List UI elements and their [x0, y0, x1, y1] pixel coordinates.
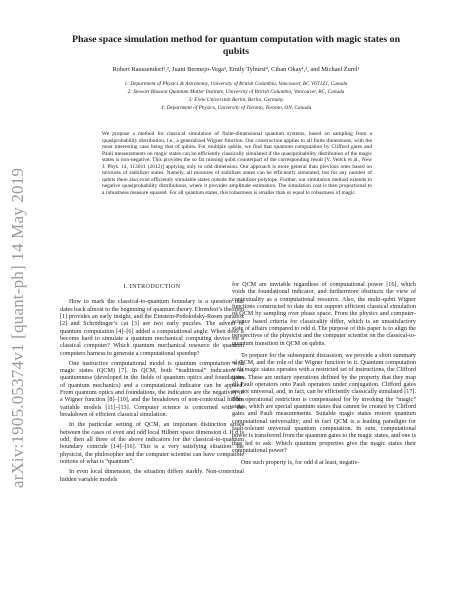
affiliation-list: [48, 80, 424, 112]
arxiv-sidebar-stamp: [4, 148, 32, 508]
affiliation-item: 2: Stewart Blusson Quantum Matter Institute, University of British Columbia, Vancouver, BC, Canada: [127, 89, 345, 96]
arxiv-identifier: arXiv:1905.05374v1 [quant-ph] 14 May 2019: [8, 167, 28, 489]
body-paragraph: In the particular setting of QCM, an important distinction arises between the cases of even and odd local Hilbert space dimension d. If d is odd, then all three of the above indicators for the classical-to-quantum boundary coincide [14]–[16]. This is a very satisfying situation: the physicist, the philosopher and the computer scientist can have compatible notions of what is “quantum”.: [60, 422, 244, 465]
body-paragraph: One instructive computational model is quantum computation with magic states (QCM) [7]. In QCM, both “traditional” indicators of quantumness (developed in the fields of quantum optics and foundations of quantum mechanics) and a computational indicator can be applied. From quantum optics and foundations, the indicators are the negativity of a Wigner function [8]–[10], and the breakdown of non-contextual hidden variable models [11]–[13]. Computer science is concerned with the breakdown of efficient classical simulation.: [60, 360, 244, 418]
author-list: Robert Raussendorf¹,², Juani Bermejo-Vega³, Emily Tyhurst⁴, Cihan Okay¹,², and Michael Zurel¹: [112, 66, 360, 73]
body-paragraph: In even local dimension, the situation differs starkly. Non-contextual hidden variable models: [60, 469, 244, 483]
body-paragraph: for QCM are unviable regardless of computational power [16], which voids the foundational indicator, and furthermore obstructs the view of contextuality as a computational resource. Also, the multi-qubit Wigner functions constructed to date do not support efficient classical simulation of QCM by sampling over phase space. From the physics and computer-science based criteria for classicality differ, which is an unsatisfactory state of affairs compared to odd d. The purpose of this paper is to align the perspectives of the physicist and the computer scientist on the classical-to-quantum transition in QCM on qubits.: [232, 282, 416, 347]
body-paragraph: To prepare for the subsequent discussion, we provide a short summary of QCM, and the role of the Wigner function in it. Quantum computation with magic states operates with a restricted set of instructions, the Clifford gates. These are unitary operations defined by the property that they map all Pauli operators onto Pauli operators under conjugation. Clifford gates are not universal, and, in fact, can be efficiently classically simulated [17]. This operational restriction is compensated for by invoking the “magic” states, which are special quantum states that cannot be created by Clifford gates and Pauli measurements. Suitable magic states restore quantum computational universality; and in fact QCM is a leading paradigm for fault-tolerant universal quantum computation. In sum, computational power is transferred from the quantum gates to the magic states, and one is thus led to ask: Which quantum properties give the magic states their computational power?: [232, 352, 416, 454]
left-column: [60, 282, 244, 487]
body-paragraph: One such property is, for odd d at least, negativ-: [241, 460, 360, 467]
paper-title: Phase space simulation method for quantum computation with magic states on qubits: [71, 34, 401, 57]
abstract: We propose a method for classical simulation of finite-dimensional quantum systems, based on sampling from a quasiprobability distribution, i.e., a generalized Wigner function. Our construction applies to all finite dimensions, with the most interesting case being that of qubits. For multiple qubits, we find that quantum computation by Clifford gates and Pauli measurements on magic states can be efficiently classically simulated if the quasiprobability distribution of the magic states is non-negative. This provides the so far missing qubit counterpart of the corresponding result [V. Veitch et al., New J. Phys. 14, 113011 (2012)] applying only to odd dimension. Our approach is more general than previous ones based on mixtures of stabilizer states. Namely, all mixtures of stabilizer states can be efficiently simulated, but for any number of qubits there also exist efficiently simulable states outside the stabilizer polytope. Further, our simulation method extends to negative quasiprobability distributions, where it provides amplitude estimation. The simulation cost is then proportional to a robustness measure squared. For all quantum states, this robustness is smaller than or equal to robustness of magic.: [102, 131, 372, 196]
affiliation-item: 1: Department of Physics & Astronomy, University of British Columbia, Vancouver, BC V6T1Z1, Canada: [124, 81, 348, 87]
affiliation-item: 3: Freie Universität Berlin, Berlin, Germany: [188, 97, 284, 104]
right-column: [232, 282, 416, 471]
body-paragraph: How to mark the classical-to-quantum boundary is a question that dates back almost to the beginning of quantum theory. Ehrenfest’s theorem [1] provides an early insight, and the Einstein-Podolodsky-Rosen paradox [2] and Schrödinger’s cat [3] are two early puzzles. The advent of quantum computation [4]–[6] added a computational angle: When does it become hard to simulate a quantum mechanical computing device on a classical computer? Which quantum mechanical resource do quantum computers harness to generate a computational speedup?: [60, 299, 244, 357]
affiliation-item: 4: Department of Physics, University of Toronto, Toronto, ON, Canada: [160, 105, 312, 112]
section-heading-introduction: I. INTRODUCTION: [123, 284, 181, 290]
